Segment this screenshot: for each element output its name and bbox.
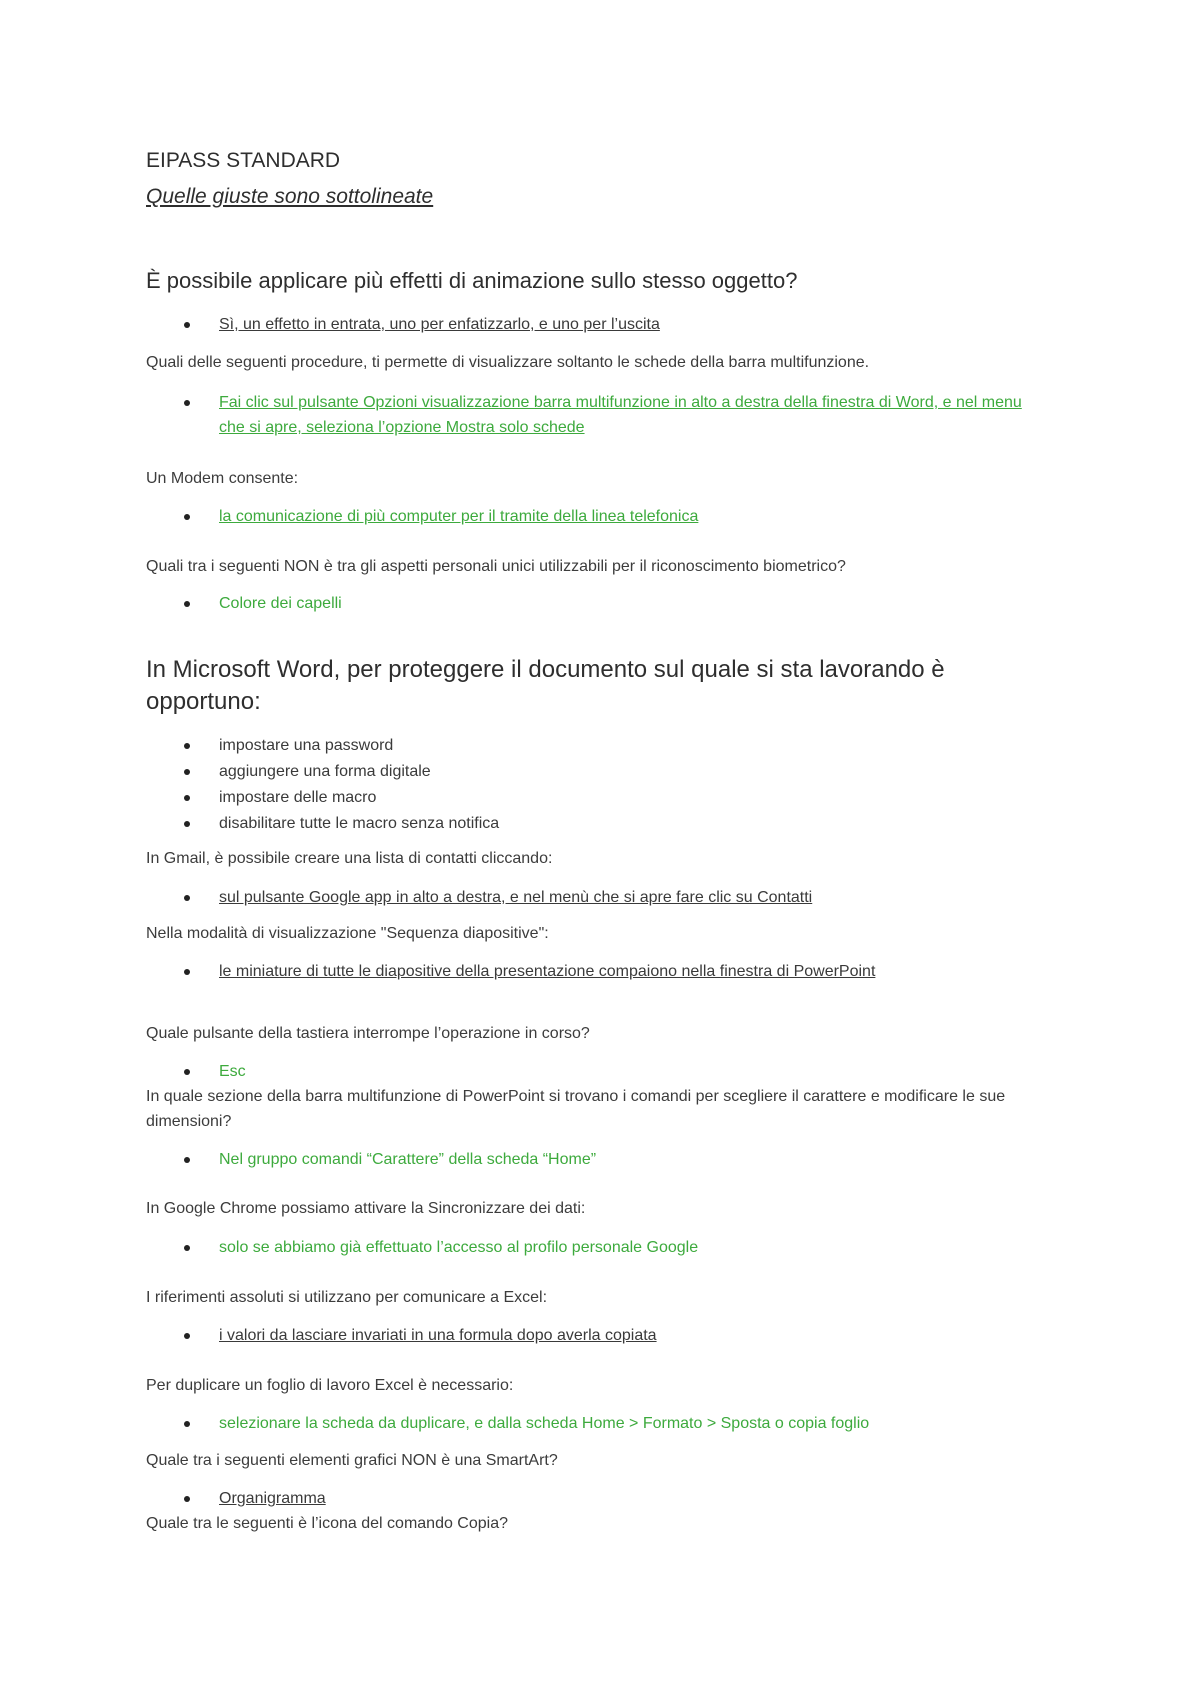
- answer-item: selezionare la scheda da duplicare, e dalla scheda Home > Formato > Sposta o copia foglio: [146, 1411, 1046, 1436]
- answer-item: Fai clic sul pulsante Opzioni visualizzazione barra multifunzione in alto a destra della finestra di Word, e nel menu che si apre, seleziona l’opzione Mostra solo schede: [146, 390, 1046, 440]
- question-text: Quale tra le seguenti è l’icona del comando Copia?: [146, 1515, 509, 1532]
- question-text: Quale tra i seguenti elementi grafici NON è una SmartArt?: [146, 1452, 558, 1469]
- question-text: Quale pulsante della tastiera interrompe l’operazione in corso?: [146, 1025, 590, 1042]
- question-text: In quale sezione della barra multifunzione di PowerPoint si trovano i comandi per scegliere il carattere e modificare le sue dimensioni?: [146, 1088, 1006, 1130]
- answer-item: Sì, un effetto in entrata, uno per enfatizzarlo, e uno per l’uscita: [146, 312, 1046, 337]
- question-text: Un Modem consente:: [146, 470, 299, 487]
- option-item: disabilitare tutte le macro senza notifica: [146, 811, 1046, 836]
- question-text: Nella modalità di visualizzazione "Sequenza diapositive":: [146, 925, 549, 942]
- answer-list: [146, 1323, 1046, 1348]
- answer-item: i valori da lasciare invariati in una formula dopo averla copiata: [146, 1323, 1046, 1348]
- answer-list: [146, 504, 1046, 529]
- question-heading: È possibile applicare più effetti di animazione sullo stesso oggetto?: [146, 268, 798, 293]
- answer-item: le miniature di tutte le diapositive della presentazione compaiono nella finestra di PowerPoint: [146, 959, 1046, 984]
- answer-item: Organigramma: [146, 1486, 1046, 1511]
- answer-list: [146, 1486, 1046, 1511]
- question-text: In Gmail, è possibile creare una lista di contatti cliccando:: [146, 850, 553, 867]
- answer-list: [146, 1235, 1046, 1260]
- option-item: aggiungere una forma digitale: [146, 759, 1046, 784]
- question-text: Quali delle seguenti procedure, ti permette di visualizzare soltanto le schede della barra multifunzione.: [146, 354, 870, 371]
- question-text: Per duplicare un foglio di lavoro Excel è necessario:: [146, 1377, 514, 1394]
- answer-item: solo se abbiamo già effettuato l’accesso al profilo personale Google: [146, 1235, 1046, 1260]
- answer-list: [146, 312, 1046, 337]
- answer-list: [146, 591, 1046, 616]
- answer-list: [146, 390, 1046, 440]
- answer-item: sul pulsante Google app in alto a destra, e nel menù che si apre fare clic su Contatti: [146, 885, 1046, 910]
- option-list: [146, 733, 1046, 836]
- answer-item: Colore dei capelli: [146, 591, 1046, 616]
- option-item: impostare una password: [146, 733, 1046, 758]
- answer-list: [146, 1411, 1046, 1436]
- question-text: I riferimenti assoluti si utilizzano per comunicare a Excel:: [146, 1289, 548, 1306]
- answer-list: [146, 1147, 1046, 1172]
- answer-list: [146, 959, 1046, 984]
- answer-item: Esc: [146, 1059, 1046, 1084]
- answer-list: [146, 1059, 1046, 1084]
- answer-item: Nel gruppo comandi “Carattere” della scheda “Home”: [146, 1147, 1046, 1172]
- document-subtitle: Quelle giuste sono sottolineate: [146, 185, 434, 208]
- section-heading: In Microsoft Word, per proteggere il documento sul quale si sta lavorando è opportuno:: [146, 656, 945, 715]
- answer-list: [146, 885, 1046, 910]
- option-item: impostare delle macro: [146, 785, 1046, 810]
- question-text: In Google Chrome possiamo attivare la Sincronizzare dei dati:: [146, 1200, 586, 1217]
- question-text: Quali tra i seguenti NON è tra gli aspetti personali unici utilizzabili per il riconoscimento biometrico?: [146, 558, 846, 575]
- document-title: EIPASS STANDARD: [146, 149, 341, 172]
- answer-item: la comunicazione di più computer per il tramite della linea telefonica: [146, 504, 1046, 529]
